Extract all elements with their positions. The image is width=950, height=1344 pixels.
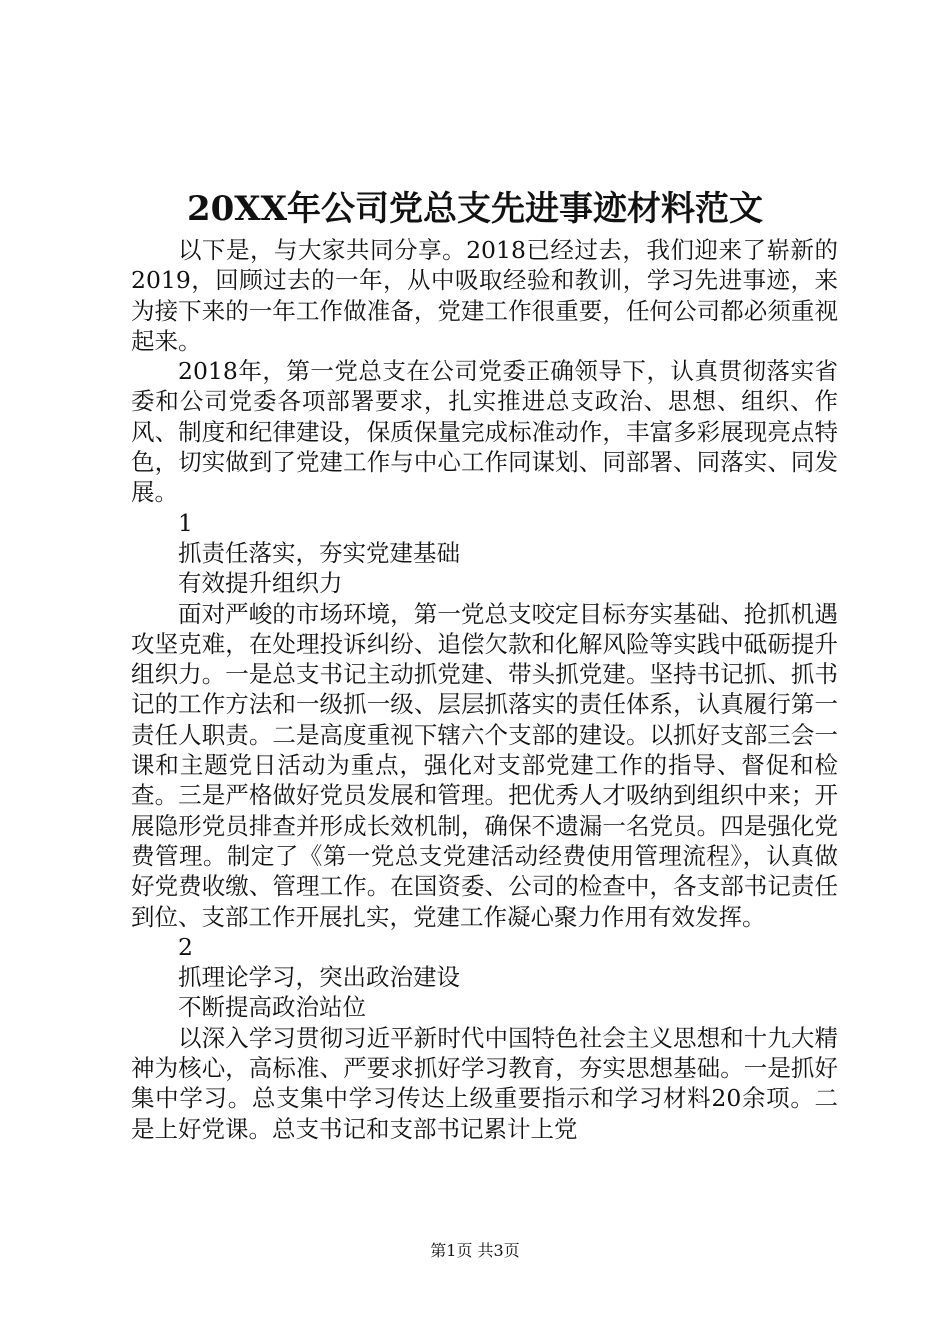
- paragraph: 以深入学习贯彻习近平新时代中国特色社会主义思想和十九大精神为核心，高标准、严要求抓好学习教育，夯实思想基础。一是抓好集中学习。总支集中学习传达上级重要指示和学习材料20余项。二是上好党课。总支书记和支部书记累计上党: [131, 1023, 838, 1143]
- section-number: 1: [178, 508, 193, 537]
- document-title: 20XX年公司党总支先进事迹材料范文: [186, 189, 764, 229]
- section-heading: 抓理论学习，突出政治建设: [178, 963, 460, 992]
- document-body: [131, 235, 838, 1144]
- section-number: 2: [178, 932, 193, 961]
- paragraph: 以下是，与大家共同分享。2018已经过去，我们迎来了崭新的2019，回顾过去的一年，从中吸取经验和教训，学习先进事迹，来为接下来的一年工作做准备，党建工作很重要，任何公司都必须重视起来。: [131, 236, 838, 355]
- paragraph: 2018年，第一党总支在公司党委正确领导下，认真贯彻落实省委和公司党委各项部署要求，扎实推进总支政治、思想、组织、作风、制度和纪律建设，保质保量完成标准动作，丰富多彩展现亮点特色，切实做到了党建工作与中心工作同谋划、同部署、同落实、同发展。: [131, 357, 838, 507]
- paragraph: 面对严峻的市场环境，第一党总支咬定目标夯实基础、抢抓机遇攻坚克难，在处理投诉纠纷、追偿欠款和化解风险等实践中砥砺提升组织力。一是总支书记主动抓党建、带头抓党建。坚持书记抓、抓书记的工作方法和一级抓一级、层层抓落实的责任体系，认真履行第一责任人职责。二是高度重视下辖六个支部的建设。以抓好支部三会一课和主题党日活动为重点，强化对支部党建工作的指导、督促和检查。三是严格做好党员发展和管理。把优秀人才吸纳到组织中来；开展隐形党员排查并形成长效机制，确保不遗漏一名党员。四是强化党费管理。制定了《第一党总支党建活动经费使用管理流程》，认真做好党费收缴、管理工作。在国资委、公司的检查中，各支部书记责任到位、支部工作开展扎实，党建工作凝心聚力作用有效发挥。: [131, 599, 838, 931]
- section-heading: 抓责任落实，夯实党建基础: [178, 538, 460, 567]
- page-footer: 第1页 共3页: [430, 1241, 520, 1260]
- section-subheading: 有效提升组织力: [178, 569, 343, 598]
- section-subheading: 不断提高政治站位: [178, 993, 366, 1022]
